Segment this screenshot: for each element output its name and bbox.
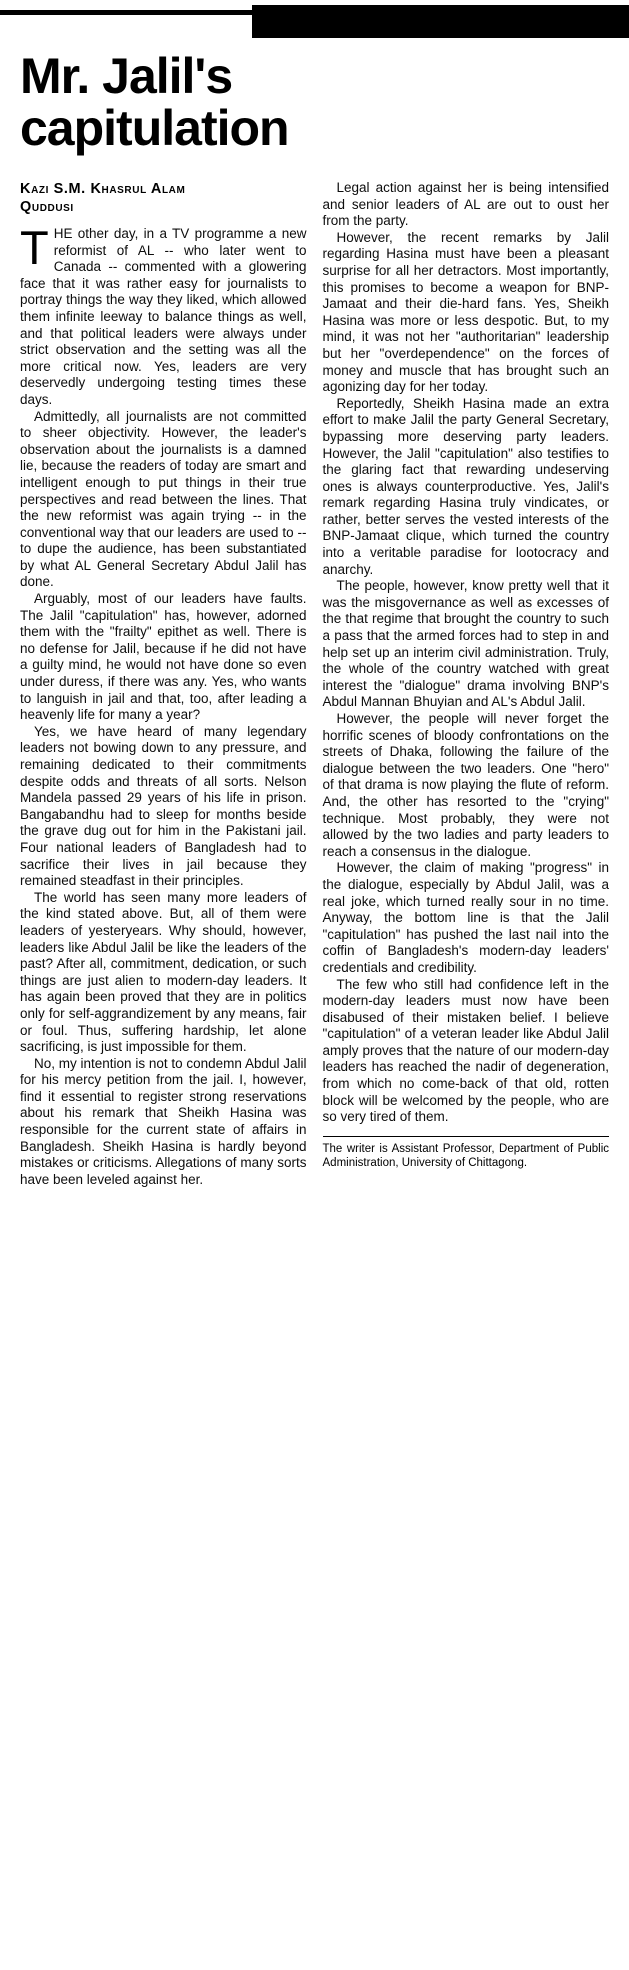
masthead-black-block (252, 5, 629, 38)
article-body (20, 180, 609, 1188)
paragraph: The world has seen many more leaders of the kind stated above. But, all of them were leaders of yesteryears. Why should, however, leaders like Abdul Jalil be like the leaders of the past? After all, commitment, dedication, or such things are just alien to modern-day leaders. It has again been proved that they are in politics only for self-aggrandizement by any means, fair or foul. Thus, suffering hardship, let alone sacrificing, is just impossible for them. (20, 889, 307, 1055)
paragraph: However, the claim of making "progress" in the dialogue, especially by Abdul Jalil, was a real joke, which turned really sour in no time. Anyway, the bottom line is that the Jalil "capitulation" has pushed the last nail into the coffin of Bangladesh's modern-day leaders' credentials and credibility. (322, 860, 609, 975)
paragraph: Arguably, most of our leaders have faults. The Jalil "capitulation" has, however, adorned them with the "frailty" epithet as well. There is no defense for Jalil, because if he did not have a guilty mind, he would not have done so even under duress, if there was any. Yes, who wants to languish in jail and that, too, after leading a heavenly life for many a year? (20, 591, 307, 723)
headline-line-1: Mr. Jalil's (20, 48, 233, 104)
paragraph: No, my intention is not to condemn Abdul Jalil for his mercy petition from the jail. I, however, find it essential to register strong reservations about his remark that Sheikh Hasina was responsible for the current state of affairs in Bangladesh. Sheikh Hasina is hardly beyond mistakes or criticisms. Allegations of many sorts have been leveled against her. (20, 1055, 307, 1187)
paragraph: The people, however, know pretty well that it was the misgovernance as well as excesses of the that regime that brought the country to such a pass that the armed forces had to step in and help set up an interim civil administration. Truly, the whole of the country watched with great interest the "dialogue" drama involving BNP's Abdul Mannan Bhuyian and AL's Abdul Jalil. (322, 578, 609, 710)
paragraph: Legal action against her is being intensified and senior leaders of AL are out to oust her from the party. (322, 180, 609, 229)
writer-note: The writer is Assistant Professor, Department of Public Administration, University of Chittagong. (323, 1136, 610, 1170)
byline-line-1: Kazi S.M. Khasrul Alam (20, 181, 186, 197)
byline-line-2: Quddusi (20, 199, 74, 215)
drop-cap: T (20, 221, 49, 274)
paragraph: The few who still had confidence left in the modern-day leaders must now have been disabused of their mistaken belief. I believe "capitulation" of a veteran leader like Abdul Jalil amply proves that the nature of our modern-day leaders has reached the nadir of degeneration, from which no come-back of that old, rotten block will be welcomed by the people, who are so very tired of them. (322, 976, 609, 1125)
article-headline (20, 50, 609, 154)
opening-paragraph-text: HE other day, in a TV programme a new reformist of AL -- who later went to Canada -- commented with a glowering face that it was rather easy for journalists to portray things the way they liked, which allowed them infinite leeway to balance things as well, and that political leaders were always under strict observation and the setting was all the more critical now. Yes, leaders are very deservedly undergoing testing times these days. (20, 226, 307, 407)
paragraph: However, the people will never forget the horrific scenes of bloody confrontations on the streets of Dhaka, following the failure of the dialogue between the two leaders. One "hero" of that drama is now playing the flute of reform. And, the other has resorted to the "crying" technique. Most probably, they were not allowed by the two ladies and party leaders to reach a consensus in the dialogue. (322, 711, 609, 859)
paragraph: However, the recent remarks by Jalil regarding Hasina must have been a pleasant surprise for all her detractors. Most importantly, this promises to become a weapon for BNP-Jamaat and their die-hard fans. Yes, Sheikh Hasina was more or less despotic. But, to my mind, it was not her "authoritarian" leadership but her "overdependence" on the forces of money and muscle that has brought such an agonizing day for her today. (322, 229, 609, 395)
masthead (0, 0, 629, 40)
paragraph: Yes, we have heard of many legendary leaders not bowing down to any pressure, and remaining dedicated to their commitments despite odds and threats of all sorts. Nelson Mandela passed 29 years of his life in prison. Bangabandhu had to sleep for months beside the grave dug out for him in the Pakistani jail. Four national leaders of Bangladesh had to sacrifice their lives in jail because they remained steadfast in their principles. (20, 723, 307, 889)
headline-line-2: capitulation (20, 100, 289, 156)
paragraph: Reportedly, Sheikh Hasina made an extra effort to make Jalil the party General Secretary, bypassing more deserving party leaders. However, the Jalil "capitulation" also testifies to the glaring fact that rewarding undeserving ones is always counterproductive. Yes, Jalil's remark regarding Hasina truly vindicates, or rather, better serves the vested interests of the BNP-Jamaat clique, which turned the country into a veritable paradise for lootocracy and anarchy. (322, 395, 609, 577)
masthead-rule (0, 10, 252, 15)
opening-paragraph (20, 221, 307, 409)
paragraph: Admittedly, all journalists are not committed to sheer objectivity. However, the leader's observation about the journalists is a damned lie, because the readers of today are smart and intelligent enough to put things in their true perspectives and read between the lines. That the new reformist was again trying -- in the conventional way that our leaders are used to -- to dupe the audience, has been substantiated by what AL General Secretary Abdul Jalil has done. (20, 408, 307, 590)
byline (20, 180, 307, 216)
column-right (323, 180, 610, 1188)
column-left (20, 180, 307, 1188)
